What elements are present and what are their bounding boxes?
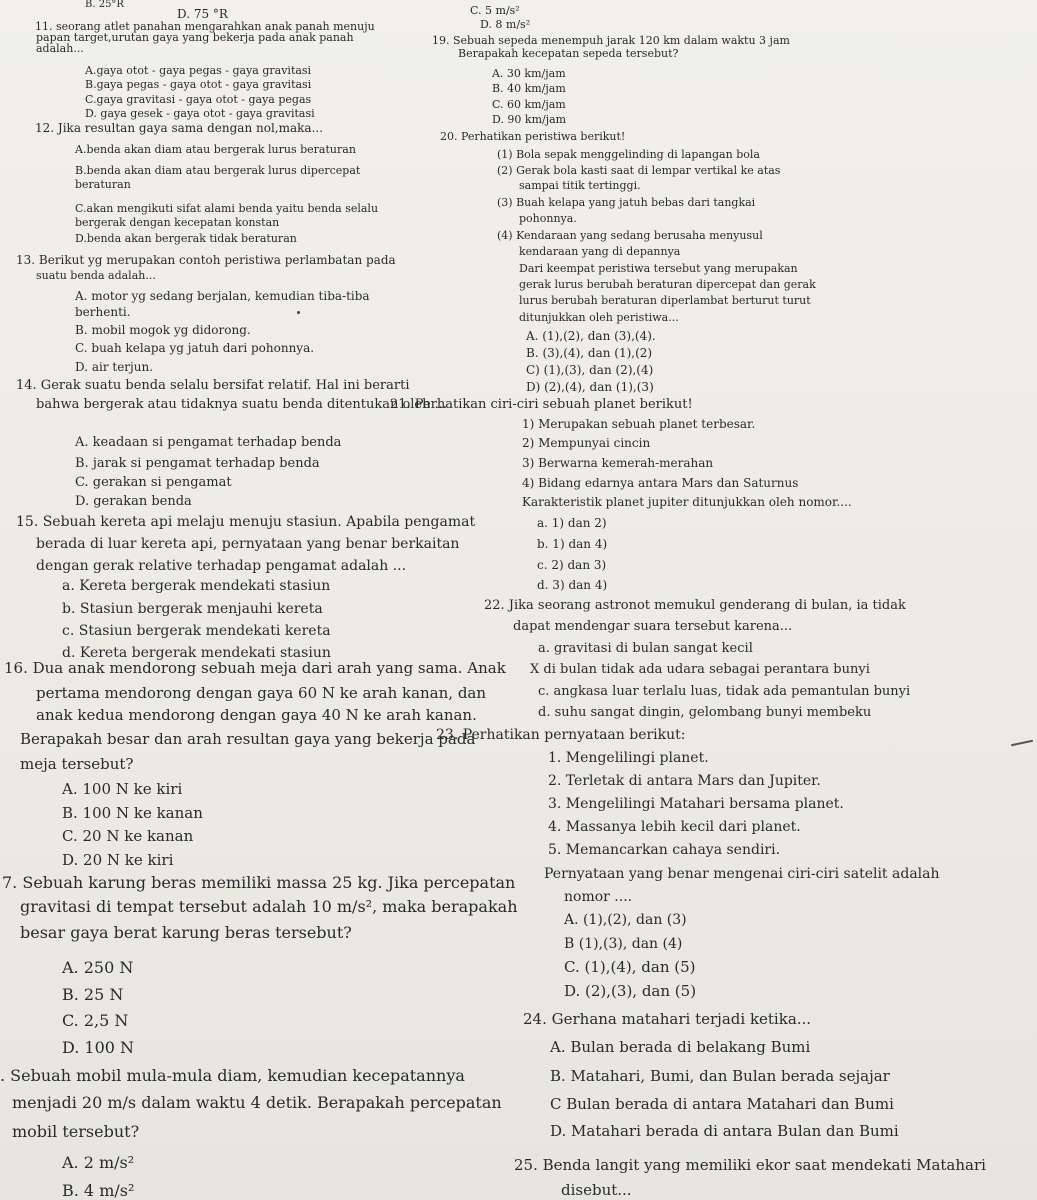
question-17-stem-line2: gravitasi di tempat tersebut adalah 10 m/s², maka berapakah	[20, 897, 518, 916]
question-23-item-5: 5. Memancarkan cahaya sendiri.	[548, 842, 781, 858]
question-13-option-a: A. motor yg sedang berjalan, kemudian tiba-tiba	[75, 289, 370, 303]
question-16-option-a: A. 100 N ke kiri	[62, 780, 183, 798]
question-14-option-b: B. jarak si pengamat terhadap benda	[75, 456, 320, 471]
question-14-stem: 14. Gerak suatu benda selalu bersifat relatif. Hal ini berarti	[16, 378, 410, 393]
fragment-option-d: D. 75 °R	[177, 7, 228, 21]
question-11-stem: 11. seorang atlet panahan mengarahkan anak panah menuju	[35, 20, 375, 33]
question-20-item-4-line2: kendaraan yang di depannya	[519, 245, 681, 258]
question-22-option-b: X di bulan tidak ada udara sebagai perantara bunyi	[530, 662, 870, 677]
question-21-option-a: a. 1) dan 2)	[537, 516, 607, 530]
question-13-option-b: B. mobil mogok yg didorong.	[75, 323, 251, 337]
question-21-option-d: d. 3) dan 4)	[537, 578, 608, 592]
question-13-stem: 13. Berikut yg merupakan contoh peristiwa perlambatan pada	[16, 253, 396, 267]
question-19-stem-line2: Berapakah kecepatan sepeda tersebut?	[458, 47, 679, 60]
question-23-option-d: D. (2),(3), dan (5)	[564, 982, 697, 1000]
question-19-option-d: D. 90 km/jam	[492, 113, 567, 126]
question-21-question: Karakteristik planet jupiter ditunjukkan oleh nomor....	[522, 495, 852, 509]
question-23-stem: 23. Perhatikan pernyataan berikut:	[436, 727, 686, 743]
question-19-option-b: B. 40 km/jam	[492, 82, 566, 95]
question-20-item-3: (3) Buah kelapa yang jatuh bebas dari tangkai	[497, 196, 756, 209]
question-14-option-a: A. keadaan si pengamat terhadap benda	[75, 435, 342, 450]
question-20-item-2-line2: sampai titik tertinggi.	[519, 179, 641, 192]
question-12-option-c-line2: bergerak dengan kecepatan konstan	[75, 216, 280, 229]
question-17-stem-line3: besar gaya berat karung beras tersebut?	[20, 923, 352, 942]
question-13-option-a-line2: berhenti.	[75, 305, 131, 319]
question-16-option-c: C. 20 N ke kanan	[62, 827, 194, 845]
question-18-option-a: A. 2 m/s²	[62, 1153, 135, 1172]
question-21-item-3: 3) Berwarna kemerah-merahan	[522, 456, 714, 470]
question-11-option-d: D. gaya gesek - gaya otot - gaya gravitasi	[85, 107, 315, 120]
question-12-option-a: A.benda akan diam atau bergerak lurus beraturan	[75, 143, 356, 156]
question-20-option-a: A. (1),(2), dan (3),(4).	[526, 329, 656, 343]
question-23-option-a: A. (1),(2), dan (3)	[564, 912, 687, 928]
question-13-stem-line2: suatu benda adalah...	[36, 269, 156, 282]
question-21-item-2: 2) Mempunyai cincin	[522, 436, 651, 450]
fragment-option-c-right: C. 5 m/s²	[470, 4, 520, 17]
question-21-option-c: c. 2) dan 3)	[537, 558, 607, 572]
question-15-option-a: a. Kereta bergerak mendekati stasiun	[62, 578, 331, 594]
question-11-option-a: A.gaya otot - gaya pegas - gaya gravitasi	[85, 64, 312, 77]
question-12-option-c: C.akan mengikuti sifat alami benda yaitu benda selalu	[75, 202, 379, 215]
question-23-item-1: 1. Mengelilingi planet.	[548, 750, 709, 766]
question-20-item-2: (2) Gerak bola kasti saat di lempar vertikal ke atas	[497, 164, 781, 177]
question-21-stem: 21. Perhatikan ciri-ciri sebuah planet berikut!	[390, 397, 693, 412]
question-13-option-d: D. air terjun.	[75, 360, 154, 374]
question-20-item-1: (1) Bola sepak menggelinding di lapangan bola	[497, 148, 760, 161]
question-23-item-3: 3. Mengelilingi Matahari bersama planet.	[548, 796, 844, 812]
question-23-option-c: C. (1),(4), dan (5)	[564, 958, 696, 976]
question-11-option-b: B.gaya pegas - gaya otot - gaya gravitasi	[85, 78, 312, 91]
question-17-stem: 7. Sebuah karung beras memiliki massa 25 kg. Jika percepatan	[2, 873, 516, 892]
fragment-option-d-right: D. 8 m/s²	[480, 18, 531, 31]
question-15-stem-line3: dengan gerak relative terhadap pengamat adalah ...	[36, 558, 407, 574]
question-23-option-b: B (1),(3), dan (4)	[564, 936, 683, 952]
question-17-option-b: B. 25 N	[62, 985, 124, 1004]
question-16-option-b: B. 100 N ke kanan	[62, 804, 203, 822]
question-17-option-d: D. 100 N	[62, 1038, 135, 1057]
question-20-option-c: C) (1),(3), dan (2),(4)	[526, 363, 654, 377]
question-21-option-b: b. 1) dan 4)	[537, 537, 608, 551]
question-12-option-b-line2: beraturan	[75, 178, 131, 191]
question-18-stem-line3: mobil tersebut?	[12, 1122, 140, 1141]
question-19-option-c: C. 60 km/jam	[492, 98, 566, 111]
question-16-stem: 16. Dua anak mendorong sebuah meja dari arah yang sama. Anak	[4, 659, 506, 677]
question-18-stem-line2: menjadi 20 m/s dalam waktu 4 detik. Berapakah percepatan	[12, 1093, 502, 1112]
question-20-stem: 20. Perhatikan peristiwa berikut!	[440, 130, 626, 143]
pen-mark	[297, 311, 300, 314]
question-19-stem: 19. Sebuah sepeda menempuh jarak 120 km dalam waktu 3 jam	[432, 34, 790, 47]
question-20-item-4: (4) Kendaraan yang sedang berusaha menyusul	[497, 229, 763, 242]
question-19-option-a: A. 30 km/jam	[492, 67, 566, 80]
question-14-stem-line2: bahwa bergerak atau tidaknya suatu benda ditentukan oleh ...	[36, 397, 448, 412]
question-23-item-2: 2. Terletak di antara Mars dan Jupiter.	[548, 773, 821, 789]
question-24-option-c: C Bulan berada di antara Matahari dan Bumi	[550, 1095, 894, 1113]
question-18-option-b: B. 4 m/s²	[62, 1181, 135, 1200]
question-20-question: Dari keempat peristiwa tersebut yang merupakan	[519, 262, 798, 275]
question-15-option-c: c. Stasiun bergerak mendekati kereta	[62, 623, 331, 639]
question-24-stem: 24. Gerhana matahari terjadi ketika...	[523, 1010, 812, 1028]
question-12-stem: 12. Jika resultan gaya sama dengan nol,maka...	[35, 121, 324, 135]
question-11-stem-line3: adalah...	[36, 42, 84, 55]
question-24-option-a: A. Bulan berada di belakang Bumi	[550, 1038, 811, 1056]
question-16-stem-line5: meja tersebut?	[20, 755, 134, 773]
question-15-stem-line2: berada di luar kereta api, pernyataan yang benar berkaitan	[36, 536, 460, 552]
question-15-stem: 15. Sebuah kereta api melaju menuju stasiun. Apabila pengamat	[16, 514, 476, 530]
question-21-item-4: 4) Bidang edarnya antara Mars dan Saturnus	[522, 476, 799, 490]
question-17-option-a: A. 250 N	[62, 958, 134, 977]
question-11-option-c: C.gaya gravitasi - gaya otot - gaya pegas	[85, 93, 312, 106]
question-23-question: Pernyataan yang benar mengenai ciri-ciri satelit adalah	[544, 866, 940, 882]
question-22-option-a: a. gravitasi di bulan sangat kecil	[538, 641, 753, 656]
question-22-option-c: c. angkasa luar terlalu luas, tidak ada pemantulan bunyi	[538, 684, 911, 699]
question-22-option-d: d. suhu sangat dingin, gelombang bunyi membeku	[538, 705, 872, 720]
pen-mark	[1011, 740, 1033, 747]
question-11-stem-line2: papan target,urutan gaya yang bekerja pada anak panah	[36, 31, 354, 44]
question-20-question-line3: lurus berubah beraturan diperlambat berturut turut	[519, 294, 811, 307]
question-20-item-3-line2: pohonnya.	[519, 212, 577, 225]
question-24-option-d: D. Matahari berada di antara Bulan dan Bumi	[550, 1122, 899, 1140]
question-25-stem-line2: disebut...	[561, 1181, 632, 1199]
question-20-option-b: B. (3),(4), dan (1),(2)	[526, 346, 653, 360]
question-17-option-c: C. 2,5 N	[62, 1011, 129, 1030]
question-16-stem-line4: Berapakah besar dan arah resultan gaya yang bekerja pada	[20, 730, 476, 748]
question-21-item-1: 1) Merupakan sebuah planet terbesar.	[522, 417, 756, 431]
question-14-option-d: D. gerakan benda	[75, 494, 192, 509]
question-15-option-d: d. Kereta bergerak mendekati stasiun	[62, 645, 331, 661]
question-16-stem-line2: pertama mendorong dengan gaya 60 N ke arah kanan, dan	[36, 684, 487, 702]
fragment-option-b: B. 25°R	[85, 0, 124, 10]
question-16-stem-line3: anak kedua mendorong dengan gaya 40 N ke arah kanan.	[36, 706, 477, 724]
question-15-option-b: b. Stasiun bergerak menjauhi kereta	[62, 601, 323, 617]
question-25-stem: 25. Benda langit yang memiliki ekor saat mendekati Matahari	[514, 1156, 986, 1174]
question-12-option-b: B.benda akan diam atau bergerak lurus dipercepat	[75, 164, 361, 177]
question-20-question-line4: ditunjukkan oleh peristiwa...	[519, 311, 679, 324]
question-16-option-d: D. 20 N ke kiri	[62, 851, 174, 869]
question-14-option-c: C. gerakan si pengamat	[75, 475, 232, 490]
question-23-item-4: 4. Massanya lebih kecil dari planet.	[548, 819, 801, 835]
question-22-stem-line2: dapat mendengar suara tersebut karena...	[513, 619, 793, 634]
question-22-stem: 22. Jika seorang astronot memukul genderang di bulan, ia tidak	[484, 598, 906, 613]
question-23-question-line2: nomor ....	[564, 889, 633, 905]
question-24-option-b: B. Matahari, Bumi, dan Bulan berada sejajar	[550, 1067, 890, 1085]
question-13-option-c: C. buah kelapa yg jatuh dari pohonnya.	[75, 341, 315, 355]
question-12-option-d: D.benda akan bergerak tidak beraturan	[75, 232, 297, 245]
question-18-stem: . Sebuah mobil mula-mula diam, kemudian kecepatannya	[0, 1066, 465, 1085]
question-20-option-d: D) (2),(4), dan (1),(3)	[526, 380, 654, 394]
question-20-question-line2: gerak lurus berubah beraturan dipercepat dan gerak	[519, 278, 816, 291]
